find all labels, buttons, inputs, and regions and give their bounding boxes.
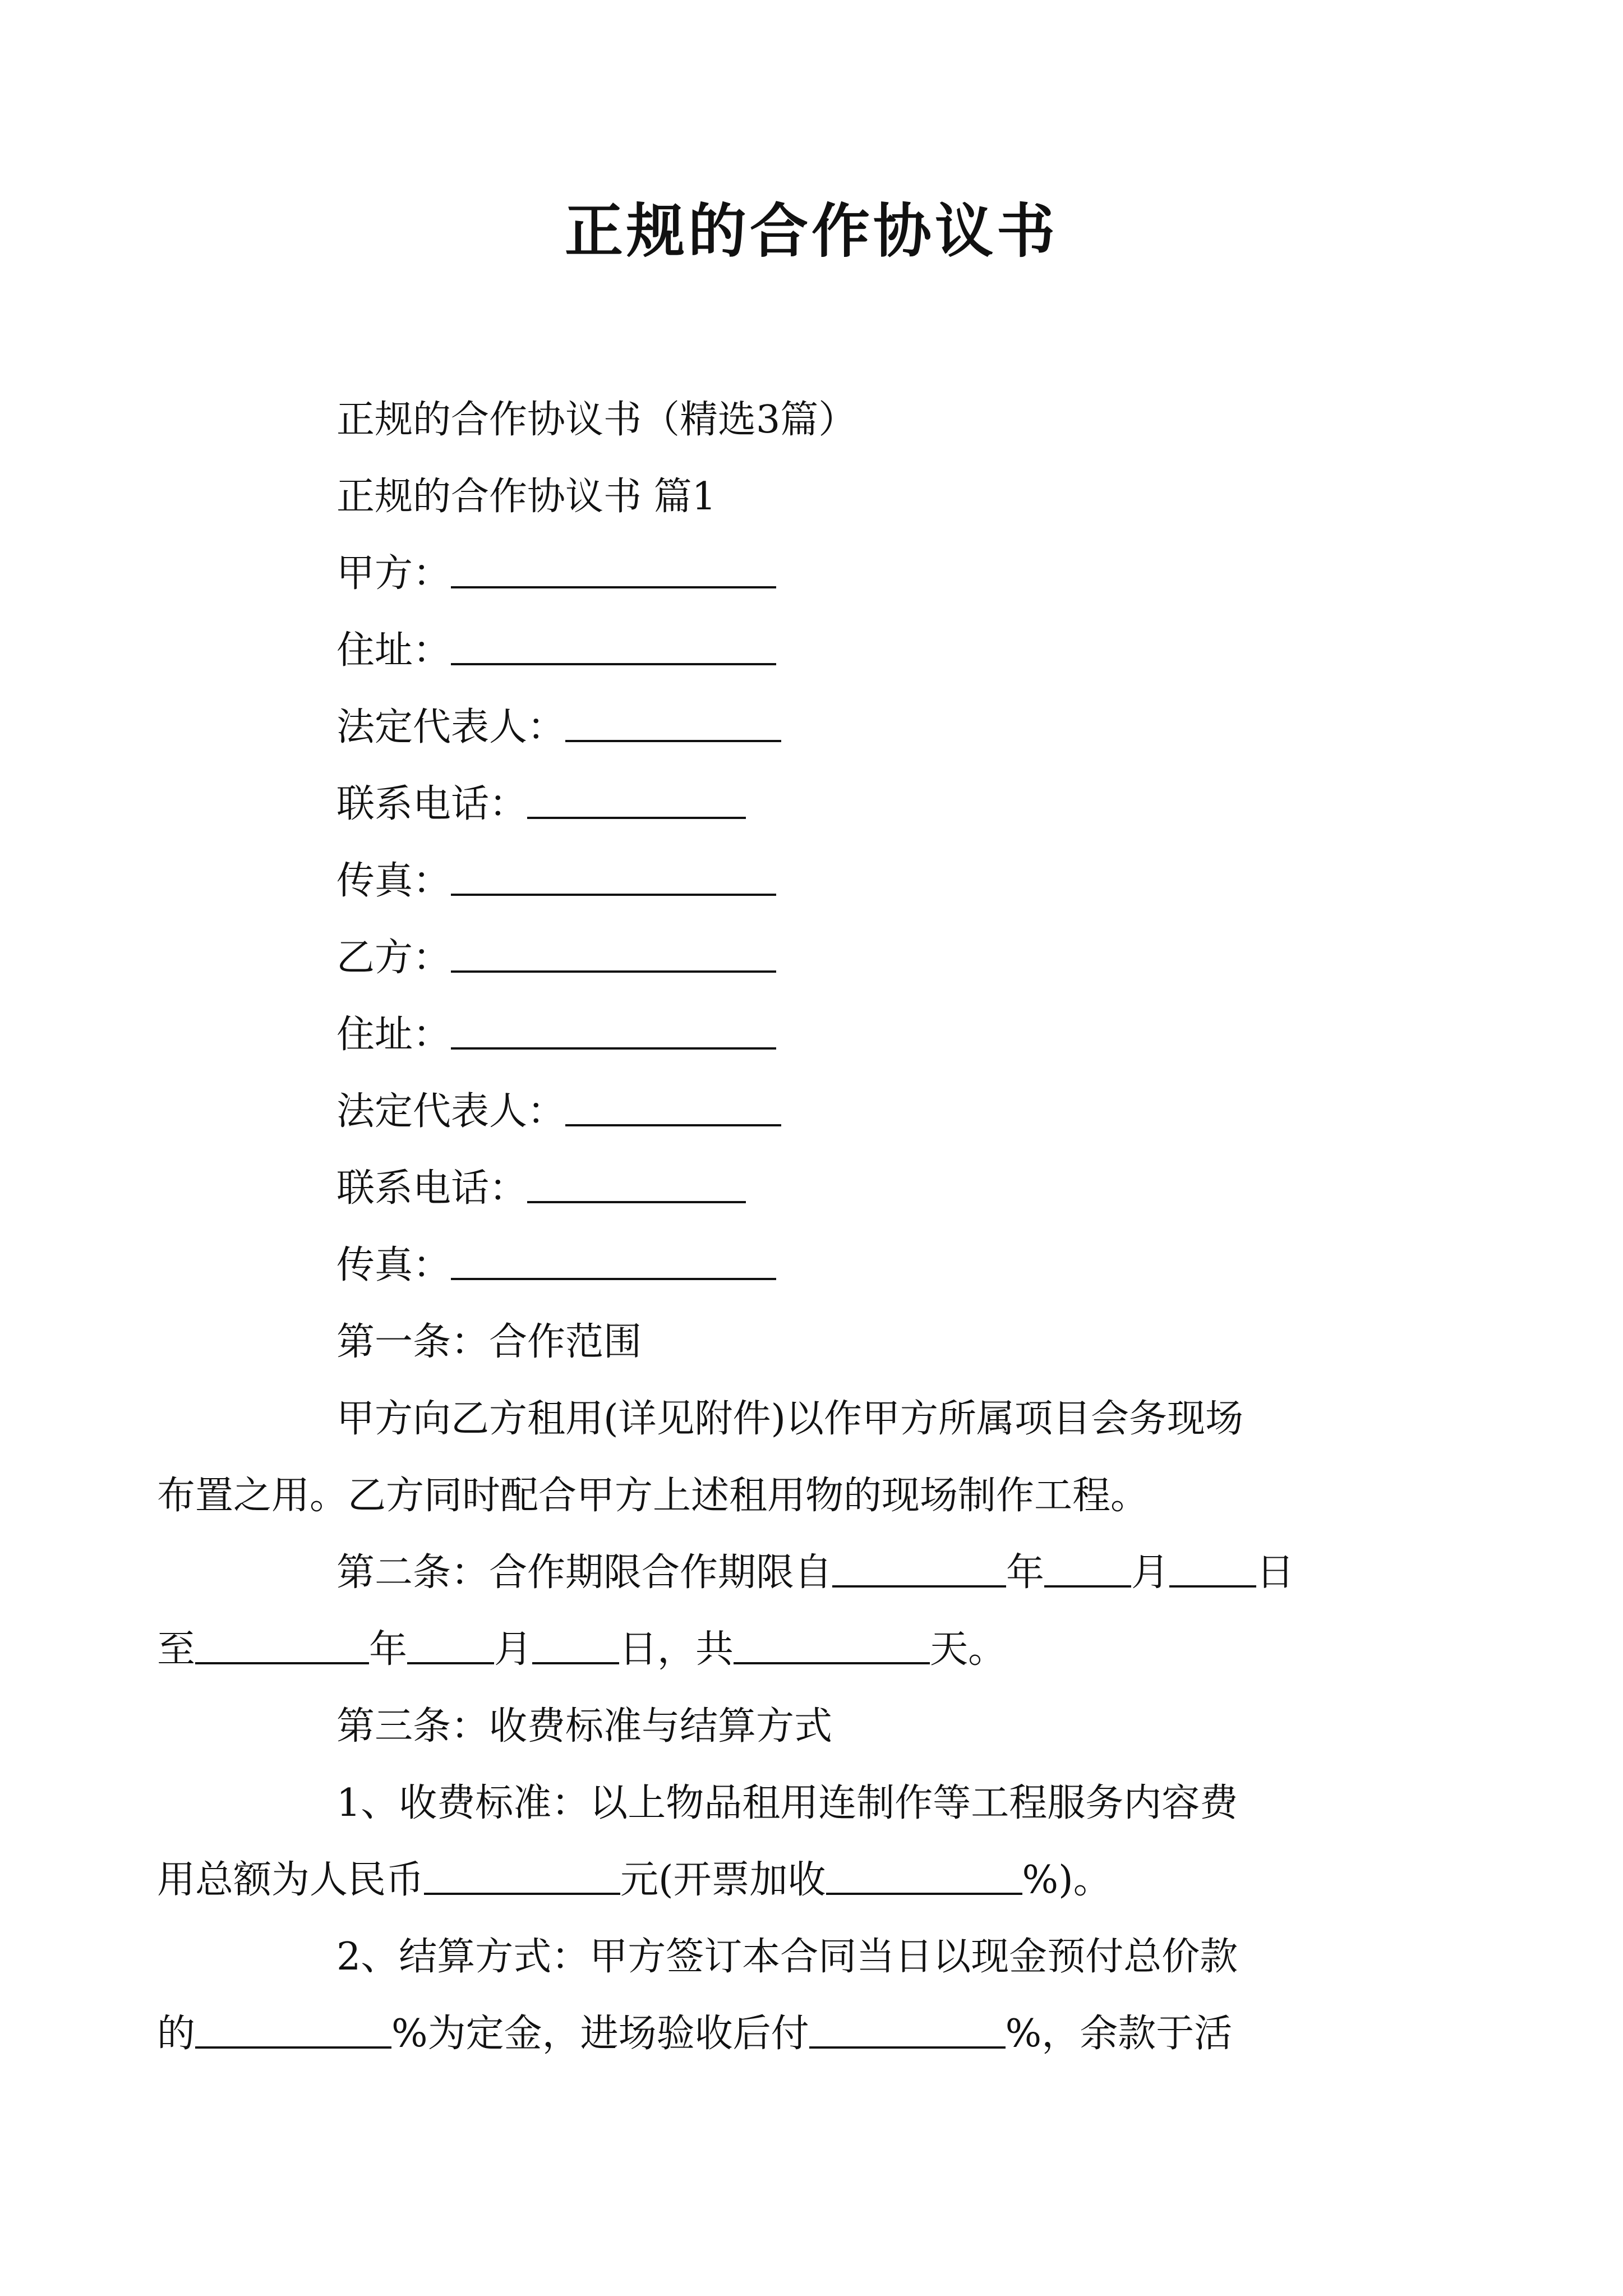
section-heading-text: 正规的合作协议书 篇1 [336, 475, 716, 519]
document-title: 正规的合作协议书 [564, 196, 1058, 265]
party-a-address-blank[interactable] [451, 629, 776, 665]
article1-line2-text: 布置之用。乙方同时配合甲方上述租用物的现场制作工程。 [157, 1474, 1149, 1518]
party-b-fax-label: 传真： [336, 1243, 451, 1287]
day-label: 日 [1256, 1550, 1295, 1595]
party-a-address-line [247, 612, 1391, 689]
article3-heading-text: 第三条：收费标准与结算方式 [336, 1704, 833, 1749]
total-days-prefix: 日，共 [619, 1627, 734, 1672]
acceptance-rate-blank[interactable] [809, 2013, 1006, 2049]
article2-line2 [157, 1611, 1391, 1688]
item2-line1-text: 2、结算方式：甲方签订本合同当日以现金预付总价款 [336, 1935, 1238, 1979]
item1-line1-text: 1、收费标准：以上物品租用连制作等工程服务内容费 [336, 1781, 1238, 1825]
article1-heading [247, 1304, 1391, 1381]
party-b-address-line [247, 996, 1391, 1073]
party-a-rep-blank[interactable] [565, 706, 781, 742]
party-b-rep-label: 法定代表人： [336, 1089, 566, 1134]
year-label: 年 [1006, 1550, 1045, 1595]
party-b-line [247, 919, 1391, 996]
article3-item1-line1 [247, 1765, 1391, 1842]
party-a-label: 甲方： [336, 551, 451, 596]
start-month-blank[interactable] [1044, 1552, 1131, 1588]
party-b-phone-line [247, 1150, 1391, 1227]
party-b-rep-line [247, 1073, 1391, 1150]
party-b-rep-blank[interactable] [565, 1091, 781, 1126]
total-days-suffix: 天。 [930, 1627, 1007, 1672]
party-b-label: 乙方： [336, 936, 451, 980]
party-b-phone-label: 联系电话： [336, 1166, 528, 1211]
article3-item2-line2 [157, 1995, 1391, 2072]
subtitle [247, 381, 1391, 458]
total-amount-blank[interactable] [424, 1859, 620, 1895]
party-b-address-label: 住址： [336, 1013, 451, 1057]
end-year-label: 年 [369, 1627, 408, 1672]
article1-line2 [157, 1457, 1391, 1534]
item1-percent-label: %)。 [1022, 1858, 1112, 1902]
article1-heading-text: 第一条：合作范围 [336, 1320, 642, 1364]
item2-deposit-label: %为定金，进场验收后付 [391, 2012, 809, 2056]
party-a-phone-label: 联系电话： [336, 782, 528, 826]
article1-line1-text: 甲方向乙方租用(详见附件)以作甲方所属项目会务现场 [336, 1397, 1244, 1441]
article1-line1 [247, 1381, 1391, 1457]
party-b-address-blank[interactable] [451, 1014, 776, 1050]
end-month-blank[interactable] [407, 1628, 494, 1664]
party-a-blank[interactable] [451, 553, 776, 588]
article3-heading [247, 1688, 1391, 1765]
party-b-blank[interactable] [451, 937, 776, 973]
item1-invoice-label: 元(开票加收 [620, 1858, 826, 1902]
month-label: 月 [1131, 1550, 1170, 1595]
party-a-address-label: 住址： [336, 628, 451, 673]
end-day-blank[interactable] [532, 1628, 619, 1664]
item2-balance-label: %，余款于活 [1005, 2012, 1233, 2056]
end-month-label: 月 [494, 1627, 533, 1672]
party-a-fax-line [247, 843, 1391, 919]
party-a-rep-label: 法定代表人： [336, 705, 566, 749]
article3-item1-line2 [157, 1842, 1391, 1918]
article2-line1 [247, 1534, 1391, 1611]
start-year-blank[interactable] [832, 1552, 1006, 1588]
total-days-blank[interactable] [734, 1628, 930, 1664]
party-a-fax-label: 传真： [336, 859, 451, 903]
deposit-rate-blank[interactable] [195, 2013, 391, 2049]
party-b-fax-blank[interactable] [451, 1244, 776, 1280]
party-a-phone-blank[interactable] [527, 783, 746, 819]
start-day-blank[interactable] [1169, 1552, 1256, 1588]
item2-of-label: 的 [157, 2012, 196, 2056]
party-a-rep-line [247, 689, 1391, 766]
party-a-phone-line [247, 766, 1391, 843]
party-b-fax-line [247, 1227, 1391, 1304]
party-b-phone-blank[interactable] [527, 1167, 746, 1203]
party-a-fax-blank[interactable] [451, 860, 776, 896]
article3-item2-line1 [247, 1918, 1391, 1995]
document-body [157, 381, 1391, 2072]
invoice-rate-blank[interactable] [826, 1859, 1022, 1895]
article2-heading: 第二条：合作期限合作期限自 [336, 1550, 833, 1595]
item1-amount-label: 用总额为人民币 [157, 1858, 425, 1902]
party-a-line [247, 535, 1391, 612]
subtitle-text: 正规的合作协议书（精选3篇） [336, 398, 857, 442]
section-heading [247, 458, 1391, 535]
to-label: 至 [157, 1627, 196, 1672]
end-year-blank[interactable] [195, 1628, 369, 1664]
